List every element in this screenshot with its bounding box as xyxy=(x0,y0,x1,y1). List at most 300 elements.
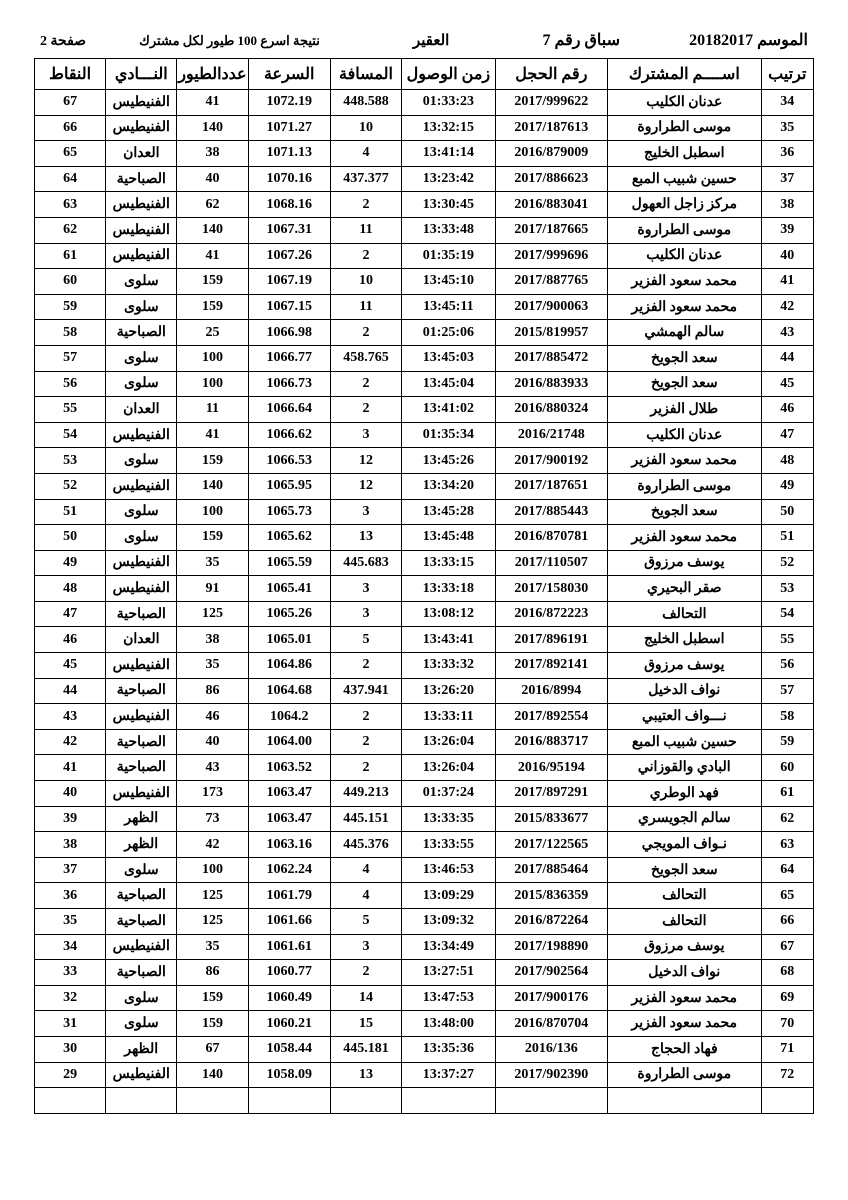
cell-birds: 42 xyxy=(177,832,248,858)
cell-rank: 53 xyxy=(761,576,813,602)
cell-time: 13:23:42 xyxy=(402,166,496,192)
cell-name: عدنان الكليب xyxy=(608,243,762,269)
cell-rank: 56 xyxy=(761,653,813,679)
cell-rank: 60 xyxy=(761,755,813,781)
cell-rank: 57 xyxy=(761,678,813,704)
cell-points: 64 xyxy=(35,166,106,192)
cell-rank: 44 xyxy=(761,345,813,371)
cell-empty xyxy=(106,1088,177,1114)
cell-time: 13:45:28 xyxy=(402,499,496,525)
cell-rank: 58 xyxy=(761,704,813,730)
cell-points: 44 xyxy=(35,678,106,704)
cell-rank: 52 xyxy=(761,550,813,576)
cell-time: 13:47:53 xyxy=(402,985,496,1011)
cell-dist: 12 xyxy=(330,473,401,499)
cell-points: 55 xyxy=(35,397,106,423)
cell-rank: 55 xyxy=(761,627,813,653)
cell-name: التحالف xyxy=(608,909,762,935)
cell-time: 13:33:32 xyxy=(402,653,496,679)
cell-dist: 3 xyxy=(330,601,401,627)
cell-club: الفنيطيس xyxy=(106,243,177,269)
cell-birds: 100 xyxy=(177,857,248,883)
cell-points: 38 xyxy=(35,832,106,858)
cell-time: 13:26:04 xyxy=(402,755,496,781)
cell-time: 13:33:55 xyxy=(402,832,496,858)
cell-empty xyxy=(495,1088,607,1114)
cell-name: محمد سعود الفزير xyxy=(608,1011,762,1037)
table-row xyxy=(35,1011,814,1037)
cell-points: 63 xyxy=(35,192,106,218)
cell-birds: 100 xyxy=(177,345,248,371)
cell-points: 31 xyxy=(35,1011,106,1037)
cell-dist: 5 xyxy=(330,909,401,935)
cell-dist: 10 xyxy=(330,269,401,295)
cell-dist: 14 xyxy=(330,985,401,1011)
cell-speed: 1064.68 xyxy=(248,678,330,704)
cell-points: 37 xyxy=(35,857,106,883)
cell-points: 46 xyxy=(35,627,106,653)
table-row xyxy=(35,1036,814,1062)
cell-club: الفنيطيس xyxy=(106,217,177,243)
table-row xyxy=(35,755,814,781)
cell-birds: 41 xyxy=(177,90,248,116)
cell-name: موسى الطراروة xyxy=(608,115,762,141)
table-row xyxy=(35,243,814,269)
cell-time: 13:35:36 xyxy=(402,1036,496,1062)
table-filler-row xyxy=(35,1088,814,1114)
cell-time: 13:09:32 xyxy=(402,909,496,935)
cell-ring: 2017/187651 xyxy=(495,473,607,499)
cell-name: البادي والقوزاني xyxy=(608,755,762,781)
cell-empty xyxy=(330,1088,401,1114)
cell-points: 30 xyxy=(35,1036,106,1062)
table-row xyxy=(35,269,814,295)
cell-speed: 1060.21 xyxy=(248,1011,330,1037)
table-row xyxy=(35,192,814,218)
table-row xyxy=(35,448,814,474)
result-description-label: نتيجة اسرع 100 طيور لكل مشترك xyxy=(139,33,320,48)
cell-ring: 2017/900063 xyxy=(495,294,607,320)
cell-rank: 50 xyxy=(761,499,813,525)
table-row xyxy=(35,985,814,1011)
cell-birds: 140 xyxy=(177,1062,248,1088)
cell-dist: 2 xyxy=(330,192,401,218)
table-row xyxy=(35,832,814,858)
table-row xyxy=(35,473,814,499)
cell-birds: 140 xyxy=(177,473,248,499)
cell-name: يوسف مرزوق xyxy=(608,653,762,679)
cell-time: 13:34:49 xyxy=(402,934,496,960)
cell-rank: 66 xyxy=(761,909,813,935)
cell-birds: 41 xyxy=(177,243,248,269)
column-header-speed: السرعة xyxy=(248,59,330,90)
cell-speed: 1064.86 xyxy=(248,653,330,679)
cell-rank: 39 xyxy=(761,217,813,243)
cell-speed: 1061.66 xyxy=(248,909,330,935)
race-number-label: سباق رقم 7 xyxy=(542,32,620,49)
cell-time: 13:08:12 xyxy=(402,601,496,627)
table-row xyxy=(35,397,814,423)
cell-points: 41 xyxy=(35,755,106,781)
cell-speed: 1061.61 xyxy=(248,934,330,960)
column-header-name: اســــم المشترك xyxy=(608,59,762,90)
cell-dist: 2 xyxy=(330,320,401,346)
table-row xyxy=(35,729,814,755)
cell-points: 33 xyxy=(35,960,106,986)
cell-speed: 1071.13 xyxy=(248,141,330,167)
table-row xyxy=(35,704,814,730)
cell-speed: 1070.16 xyxy=(248,166,330,192)
cell-speed: 1068.16 xyxy=(248,192,330,218)
table-row xyxy=(35,601,814,627)
cell-dist: 2 xyxy=(330,243,401,269)
cell-birds: 67 xyxy=(177,1036,248,1062)
cell-club: العدان xyxy=(106,141,177,167)
table-header-row xyxy=(35,59,814,90)
cell-dist: 2 xyxy=(330,755,401,781)
cell-club: سلوى xyxy=(106,294,177,320)
cell-time: 01:33:23 xyxy=(402,90,496,116)
cell-dist: 2 xyxy=(330,653,401,679)
cell-empty xyxy=(608,1088,762,1114)
cell-club: الصباحية xyxy=(106,166,177,192)
cell-time: 13:26:04 xyxy=(402,729,496,755)
cell-dist: 448.588 xyxy=(330,90,401,116)
cell-club: الصباحية xyxy=(106,883,177,909)
cell-points: 43 xyxy=(35,704,106,730)
cell-club: الفنيطيس xyxy=(106,115,177,141)
cell-birds: 35 xyxy=(177,653,248,679)
cell-club: العدان xyxy=(106,627,177,653)
cell-speed: 1066.62 xyxy=(248,422,330,448)
cell-dist: 5 xyxy=(330,627,401,653)
table-row xyxy=(35,141,814,167)
cell-speed: 1065.73 xyxy=(248,499,330,525)
cell-name: صقر البحيري xyxy=(608,576,762,602)
cell-ring: 2017/900192 xyxy=(495,448,607,474)
cell-name: فهد الوطري xyxy=(608,781,762,807)
cell-points: 58 xyxy=(35,320,106,346)
cell-name: نواف الدخيل xyxy=(608,960,762,986)
cell-time: 13:33:11 xyxy=(402,704,496,730)
cell-ring: 2017/885464 xyxy=(495,857,607,883)
cell-dist: 2 xyxy=(330,371,401,397)
cell-ring: 2017/198890 xyxy=(495,934,607,960)
cell-speed: 1066.53 xyxy=(248,448,330,474)
cell-dist: 3 xyxy=(330,499,401,525)
cell-points: 65 xyxy=(35,141,106,167)
cell-empty xyxy=(402,1088,496,1114)
cell-time: 13:45:11 xyxy=(402,294,496,320)
cell-birds: 125 xyxy=(177,883,248,909)
column-header-time: زمن الوصول xyxy=(402,59,496,90)
cell-dist: 3 xyxy=(330,934,401,960)
cell-name: اسطبل الخليج xyxy=(608,141,762,167)
cell-ring: 2017/158030 xyxy=(495,576,607,602)
cell-club: الفنيطيس xyxy=(106,653,177,679)
cell-club: سلوى xyxy=(106,1011,177,1037)
cell-time: 13:45:10 xyxy=(402,269,496,295)
cell-time: 13:33:48 xyxy=(402,217,496,243)
cell-dist: 445.181 xyxy=(330,1036,401,1062)
cell-rank: 54 xyxy=(761,601,813,627)
table-row xyxy=(35,371,814,397)
cell-speed: 1067.31 xyxy=(248,217,330,243)
cell-rank: 46 xyxy=(761,397,813,423)
cell-birds: 159 xyxy=(177,269,248,295)
cell-name: نـواف المويجي xyxy=(608,832,762,858)
table-row xyxy=(35,678,814,704)
cell-name: محمد سعود الفزير xyxy=(608,294,762,320)
cell-birds: 41 xyxy=(177,422,248,448)
cell-time: 13:37:27 xyxy=(402,1062,496,1088)
cell-dist: 3 xyxy=(330,422,401,448)
cell-club: الفنيطيس xyxy=(106,192,177,218)
cell-rank: 49 xyxy=(761,473,813,499)
cell-time: 13:32:15 xyxy=(402,115,496,141)
cell-club: الصباحية xyxy=(106,729,177,755)
cell-rank: 69 xyxy=(761,985,813,1011)
cell-dist: 445.376 xyxy=(330,832,401,858)
table-row xyxy=(35,576,814,602)
cell-rank: 42 xyxy=(761,294,813,320)
cell-name: سعد الجويخ xyxy=(608,371,762,397)
cell-points: 57 xyxy=(35,345,106,371)
cell-ring: 2015/833677 xyxy=(495,806,607,832)
cell-rank: 35 xyxy=(761,115,813,141)
cell-ring: 2017/902564 xyxy=(495,960,607,986)
cell-speed: 1065.41 xyxy=(248,576,330,602)
cell-birds: 100 xyxy=(177,371,248,397)
cell-rank: 61 xyxy=(761,781,813,807)
cell-speed: 1060.49 xyxy=(248,985,330,1011)
cell-speed: 1065.59 xyxy=(248,550,330,576)
cell-ring: 2016/870704 xyxy=(495,1011,607,1037)
cell-time: 13:34:20 xyxy=(402,473,496,499)
cell-empty xyxy=(248,1088,330,1114)
cell-speed: 1071.27 xyxy=(248,115,330,141)
cell-name: سعد الجويخ xyxy=(608,345,762,371)
cell-points: 48 xyxy=(35,576,106,602)
cell-speed: 1063.16 xyxy=(248,832,330,858)
cell-time: 01:35:19 xyxy=(402,243,496,269)
cell-rank: 71 xyxy=(761,1036,813,1062)
cell-name: التحالف xyxy=(608,601,762,627)
table-body xyxy=(35,90,814,1114)
cell-speed: 1065.01 xyxy=(248,627,330,653)
cell-name: سالم الهمشي xyxy=(608,320,762,346)
cell-dist: 12 xyxy=(330,448,401,474)
cell-ring: 2017/892554 xyxy=(495,704,607,730)
cell-ring: 2016/21748 xyxy=(495,422,607,448)
cell-name: عدنان الكليب xyxy=(608,90,762,116)
cell-rank: 65 xyxy=(761,883,813,909)
cell-name: طلال الفزير xyxy=(608,397,762,423)
cell-empty xyxy=(35,1088,106,1114)
page-number-label: صفحة 2 xyxy=(40,34,87,49)
cell-points: 39 xyxy=(35,806,106,832)
cell-points: 61 xyxy=(35,243,106,269)
table-row xyxy=(35,960,814,986)
table-row xyxy=(35,90,814,116)
cell-birds: 73 xyxy=(177,806,248,832)
cell-rank: 48 xyxy=(761,448,813,474)
cell-rank: 38 xyxy=(761,192,813,218)
cell-birds: 40 xyxy=(177,166,248,192)
cell-rank: 59 xyxy=(761,729,813,755)
cell-ring: 2016/136 xyxy=(495,1036,607,1062)
cell-name: موسى الطراروة xyxy=(608,473,762,499)
cell-birds: 38 xyxy=(177,141,248,167)
cell-time: 13:41:14 xyxy=(402,141,496,167)
cell-rank: 62 xyxy=(761,806,813,832)
cell-rank: 64 xyxy=(761,857,813,883)
cell-name: نـــواف العتيبي xyxy=(608,704,762,730)
table-row xyxy=(35,320,814,346)
cell-speed: 1066.64 xyxy=(248,397,330,423)
cell-time: 13:45:48 xyxy=(402,525,496,551)
cell-birds: 159 xyxy=(177,1011,248,1037)
column-header-club: النـــادي xyxy=(106,59,177,90)
cell-points: 45 xyxy=(35,653,106,679)
cell-points: 54 xyxy=(35,422,106,448)
cell-birds: 62 xyxy=(177,192,248,218)
cell-dist: 445.683 xyxy=(330,550,401,576)
column-header-birds: عددالطيور xyxy=(177,59,248,90)
cell-name: نواف الدخيل xyxy=(608,678,762,704)
cell-points: 52 xyxy=(35,473,106,499)
cell-time: 13:09:29 xyxy=(402,883,496,909)
cell-points: 67 xyxy=(35,90,106,116)
table-row xyxy=(35,653,814,679)
cell-rank: 68 xyxy=(761,960,813,986)
cell-name: التحالف xyxy=(608,883,762,909)
cell-dist: 2 xyxy=(330,960,401,986)
cell-birds: 40 xyxy=(177,729,248,755)
cell-club: الصباحية xyxy=(106,601,177,627)
results-table xyxy=(34,58,814,1114)
cell-points: 53 xyxy=(35,448,106,474)
cell-points: 35 xyxy=(35,909,106,935)
cell-ring: 2016/880324 xyxy=(495,397,607,423)
cell-ring: 2017/187613 xyxy=(495,115,607,141)
cell-club: الفنيطيس xyxy=(106,781,177,807)
cell-birds: 159 xyxy=(177,448,248,474)
cell-name: سعد الجويخ xyxy=(608,857,762,883)
cell-club: الظهر xyxy=(106,1036,177,1062)
cell-name: سالم الجويسري xyxy=(608,806,762,832)
cell-rank: 63 xyxy=(761,832,813,858)
cell-dist: 449.213 xyxy=(330,781,401,807)
cell-points: 40 xyxy=(35,781,106,807)
cell-speed: 1063.47 xyxy=(248,806,330,832)
cell-birds: 173 xyxy=(177,781,248,807)
cell-ring: 2017/902390 xyxy=(495,1062,607,1088)
cell-time: 13:33:35 xyxy=(402,806,496,832)
cell-time: 13:48:00 xyxy=(402,1011,496,1037)
cell-name: محمد سعود الفزير xyxy=(608,269,762,295)
cell-dist: 437.377 xyxy=(330,166,401,192)
cell-rank: 41 xyxy=(761,269,813,295)
cell-rank: 34 xyxy=(761,90,813,116)
cell-rank: 36 xyxy=(761,141,813,167)
cell-club: الصباحية xyxy=(106,755,177,781)
cell-speed: 1060.77 xyxy=(248,960,330,986)
cell-club: سلوى xyxy=(106,525,177,551)
cell-speed: 1061.79 xyxy=(248,883,330,909)
cell-speed: 1058.09 xyxy=(248,1062,330,1088)
cell-club: الفنيطيس xyxy=(106,550,177,576)
table-row xyxy=(35,550,814,576)
cell-dist: 2 xyxy=(330,704,401,730)
cell-club: الظهر xyxy=(106,806,177,832)
cell-birds: 35 xyxy=(177,550,248,576)
cell-club: الفنيطيس xyxy=(106,934,177,960)
cell-birds: 46 xyxy=(177,704,248,730)
cell-ring: 2017/885472 xyxy=(495,345,607,371)
cell-speed: 1066.98 xyxy=(248,320,330,346)
table-row xyxy=(35,525,814,551)
cell-name: عدنان الكليب xyxy=(608,422,762,448)
cell-birds: 91 xyxy=(177,576,248,602)
table-row xyxy=(35,909,814,935)
cell-ring: 2017/892141 xyxy=(495,653,607,679)
table-row xyxy=(35,627,814,653)
cell-speed: 1066.73 xyxy=(248,371,330,397)
cell-ring: 2016/8994 xyxy=(495,678,607,704)
cell-ring: 2017/896191 xyxy=(495,627,607,653)
cell-dist: 11 xyxy=(330,217,401,243)
column-header-points: النقاط xyxy=(35,59,106,90)
cell-speed: 1063.47 xyxy=(248,781,330,807)
cell-points: 59 xyxy=(35,294,106,320)
cell-speed: 1067.26 xyxy=(248,243,330,269)
cell-name: محمد سعود الفزير xyxy=(608,525,762,551)
cell-dist: 4 xyxy=(330,883,401,909)
cell-dist: 2 xyxy=(330,397,401,423)
cell-dist: 437.941 xyxy=(330,678,401,704)
cell-birds: 100 xyxy=(177,499,248,525)
cell-time: 13:45:04 xyxy=(402,371,496,397)
cell-speed: 1058.44 xyxy=(248,1036,330,1062)
cell-name: حسين شبيب المبع xyxy=(608,166,762,192)
document-header xyxy=(34,30,814,58)
cell-speed: 1064.00 xyxy=(248,729,330,755)
cell-name: سعد الجويخ xyxy=(608,499,762,525)
cell-ring: 2016/870781 xyxy=(495,525,607,551)
cell-club: سلوى xyxy=(106,499,177,525)
cell-ring: 2015/836359 xyxy=(495,883,607,909)
column-header-ring: رقم الحجل xyxy=(495,59,607,90)
cell-points: 50 xyxy=(35,525,106,551)
cell-dist: 458.765 xyxy=(330,345,401,371)
cell-name: موسى الطراروة xyxy=(608,217,762,243)
cell-name: يوسف مرزوق xyxy=(608,550,762,576)
table-row xyxy=(35,1062,814,1088)
cell-name: فهاد الحجاج xyxy=(608,1036,762,1062)
cell-points: 60 xyxy=(35,269,106,295)
cell-name: مركز زاجل العهول xyxy=(608,192,762,218)
cell-rank: 40 xyxy=(761,243,813,269)
cell-club: الفنيطيس xyxy=(106,473,177,499)
cell-ring: 2017/122565 xyxy=(495,832,607,858)
season-label: الموسم 20182017 xyxy=(689,32,808,49)
cell-speed: 1064.2 xyxy=(248,704,330,730)
cell-time: 13:33:15 xyxy=(402,550,496,576)
cell-rank: 47 xyxy=(761,422,813,448)
cell-empty xyxy=(177,1088,248,1114)
cell-club: سلوى xyxy=(106,448,177,474)
